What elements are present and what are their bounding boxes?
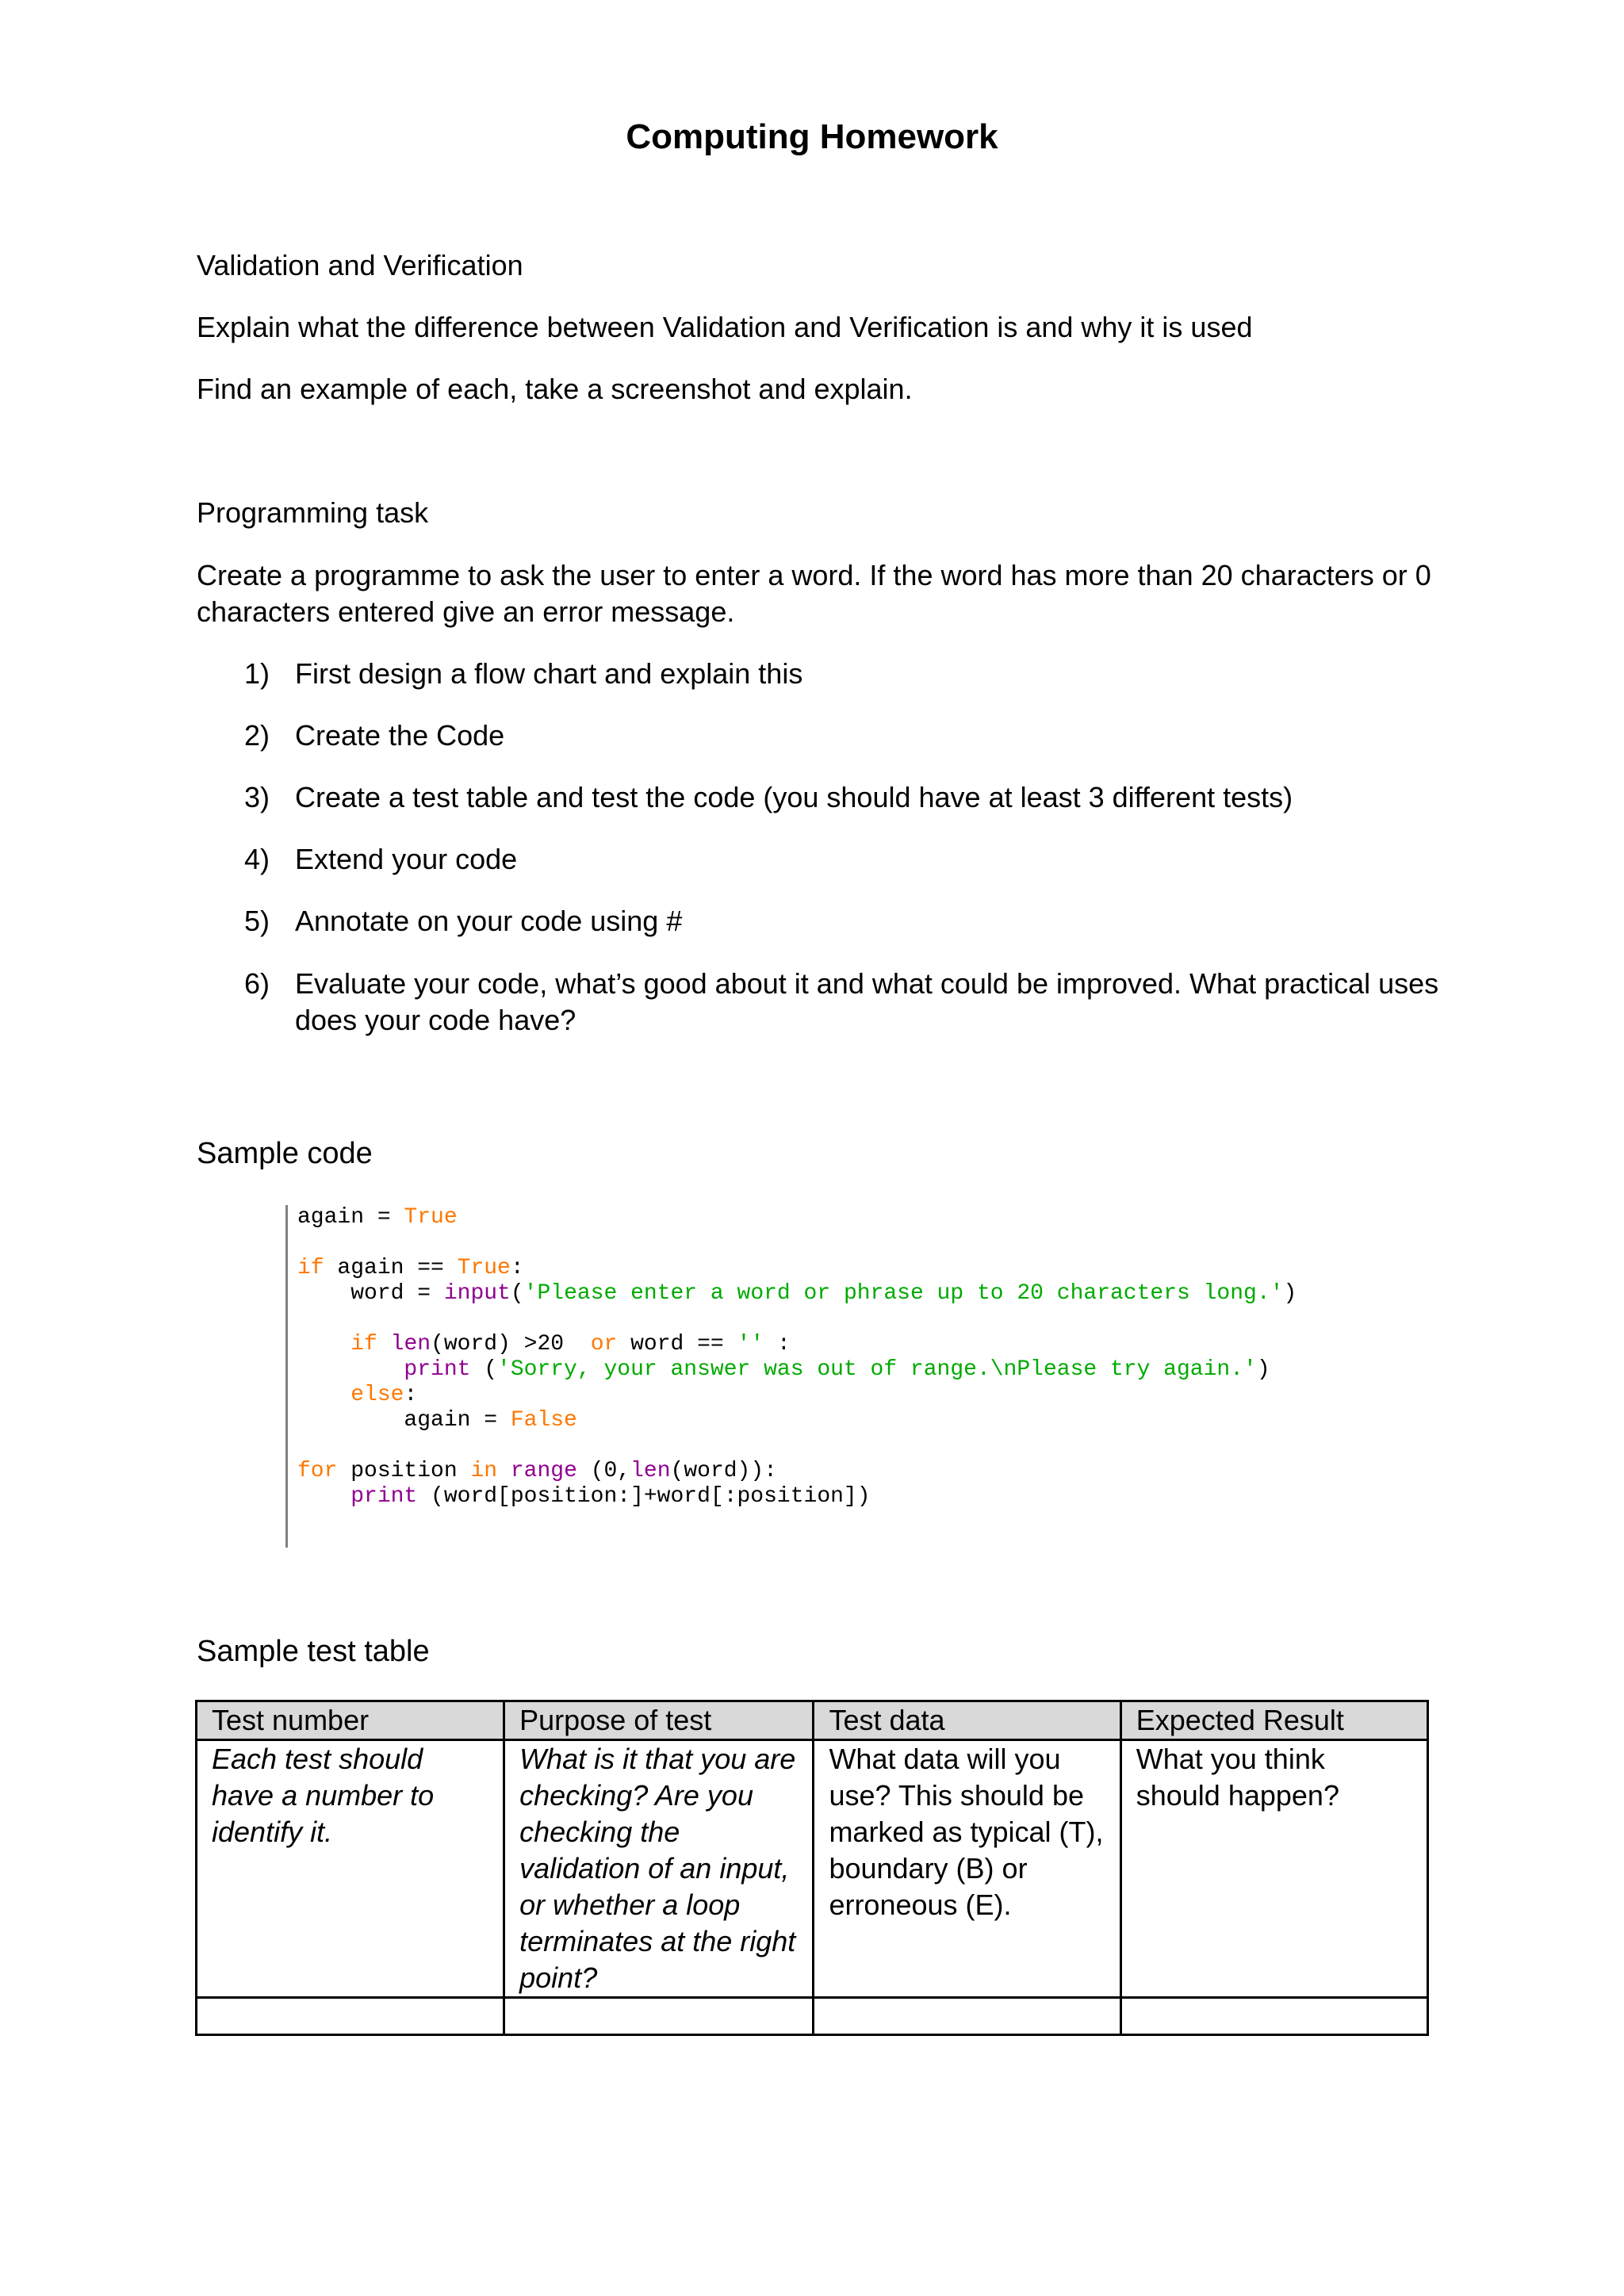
table-header-row (197, 1701, 1428, 1740)
code-token: word = (297, 1281, 444, 1306)
code-token (297, 1357, 404, 1382)
empty-cell (1120, 1998, 1427, 2035)
code-token: ) (1283, 1281, 1297, 1306)
section-heading-programming: Programming task (197, 496, 429, 529)
code-token: (word) >20 (431, 1332, 591, 1357)
header-test-number: Test number (197, 1701, 504, 1740)
code-token: False (510, 1408, 577, 1433)
code-token: word == (617, 1332, 737, 1357)
code-line (297, 1408, 1463, 1433)
empty-cell (504, 1998, 814, 2035)
list-text: Create a test table and test the code (you should have at least 3 different tests) (295, 781, 1293, 813)
list-item (244, 656, 1450, 692)
page-title: Computing Homework (626, 117, 998, 156)
list-text: Extend your code (295, 843, 518, 875)
code-token: True (457, 1256, 511, 1280)
code-block (285, 1205, 1463, 1548)
code-line (297, 1383, 1463, 1408)
empty-cell (814, 1998, 1120, 2035)
validation-instruction: Explain what the difference between Validation and Verification is and why it is used (197, 311, 1253, 343)
list-item (244, 718, 1450, 754)
code-token: again = (297, 1205, 404, 1230)
code-token: ) (1256, 1357, 1270, 1382)
code-token: for (297, 1459, 338, 1483)
programming-intro-line2: characters entered give an error message. (197, 595, 735, 628)
code-token (297, 1332, 350, 1357)
code-line (297, 1332, 1463, 1357)
code-token: : (510, 1256, 524, 1280)
code-token: ( (510, 1281, 524, 1306)
code-token: print (404, 1357, 471, 1382)
code-token: len (630, 1459, 671, 1483)
code-token (297, 1383, 350, 1407)
table-row (197, 1740, 1428, 1998)
list-item (244, 779, 1450, 816)
list-item (244, 841, 1450, 878)
list-number: 6) (244, 967, 270, 1000)
code-token: (0, (576, 1459, 631, 1483)
code-token: again = (297, 1408, 511, 1433)
code-token: if (350, 1332, 377, 1357)
example-instruction: Find an example of each, take a screenshot and explain. (197, 373, 913, 405)
code-line (297, 1307, 1463, 1332)
list-number: 4) (244, 843, 270, 875)
code-token: again == (324, 1256, 458, 1280)
code-line (297, 1281, 1463, 1307)
cell-test-data-desc: What data will you use? This should be marked as typical (T), boundary (B) or erroneous (E). (814, 1740, 1120, 1998)
code-token: : (404, 1383, 418, 1407)
empty-cell (197, 1998, 504, 2035)
sample-code-heading: Sample code (197, 1137, 373, 1170)
cell-expected-result-desc: What you think should happen? (1120, 1740, 1427, 1998)
code-line (297, 1357, 1463, 1383)
list-text: Annotate on your code using # (295, 905, 683, 937)
sample-test-table-heading: Sample test table (197, 1635, 430, 1668)
code-token: len (390, 1332, 431, 1357)
code-line (297, 1433, 1463, 1459)
code-token (497, 1459, 511, 1483)
header-purpose: Purpose of test (504, 1701, 814, 1740)
code-line (297, 1459, 1463, 1484)
section-heading-validation: Validation and Verification (197, 249, 523, 281)
code-token: if (297, 1256, 324, 1280)
list-number: 5) (244, 905, 270, 937)
list-text: Create the Code (295, 719, 505, 752)
code-token: (word)): (670, 1459, 777, 1483)
test-table (195, 1700, 1429, 2036)
list-text: First design a flow chart and explain this (295, 657, 803, 690)
code-line (297, 1230, 1463, 1256)
code-token (297, 1484, 350, 1509)
code-token: input (443, 1281, 511, 1306)
code-token: True (404, 1205, 458, 1230)
code-token: range (510, 1459, 577, 1483)
list-item (244, 903, 1450, 939)
header-expected-result: Expected Result (1120, 1701, 1427, 1740)
code-token (377, 1332, 391, 1357)
code-token: : (764, 1332, 791, 1357)
list-number: 2) (244, 719, 270, 752)
list-number: 1) (244, 657, 270, 690)
code-token: in (470, 1459, 498, 1483)
code-token: else (350, 1383, 404, 1407)
code-token: print (350, 1484, 418, 1509)
cell-purpose-desc: What is it that you are checking? Are you checking the validation of an input, or whether a loop terminates at the right point? (504, 1740, 814, 1998)
code-token: ( (470, 1357, 498, 1382)
header-test-data: Test data (814, 1701, 1120, 1740)
code-token: position (337, 1459, 471, 1483)
list-item (244, 966, 1450, 1039)
code-line (297, 1256, 1463, 1281)
code-line (297, 1205, 1463, 1230)
cell-test-number-desc: Each test should have a number to identify it. (197, 1740, 504, 1998)
code-token: '' (737, 1332, 764, 1357)
programming-intro-line1: Create a programme to ask the user to enter a word. If the word has more than 20 characters or 0 (197, 559, 1431, 591)
code-token: 'Sorry, your answer was out of range.\nPlease try again.' (497, 1357, 1257, 1382)
code-token: 'Please enter a word or phrase up to 20 characters long.' (523, 1281, 1284, 1306)
code-line (297, 1484, 1463, 1510)
list-number: 3) (244, 781, 270, 813)
table-row (197, 1998, 1428, 2035)
code-token: or (590, 1332, 618, 1357)
list-text: Evaluate your code, what’s good about it and what could be improved. What practical uses does your code have? (295, 967, 1439, 1036)
code-token: (word[position:]+word[:position]) (417, 1484, 871, 1509)
